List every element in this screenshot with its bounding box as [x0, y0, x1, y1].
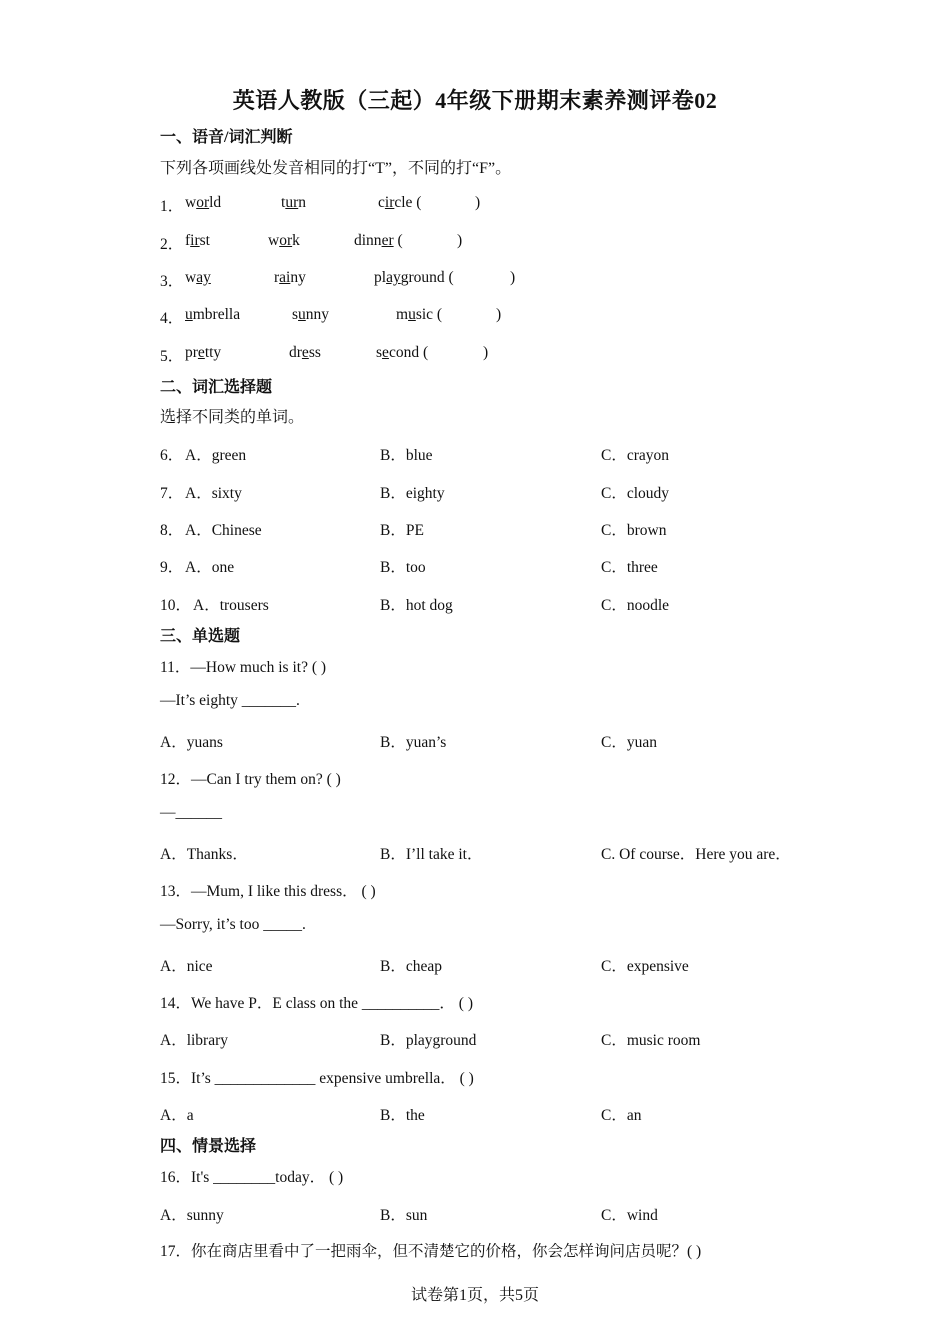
section-instruction-vocab: 选择不同类的单词。	[160, 409, 305, 426]
word-part: k	[292, 232, 300, 249]
word-part: n	[298, 194, 306, 211]
option-b: B．the	[380, 1107, 425, 1124]
word-part: r	[274, 269, 280, 286]
underlined-letters: e	[382, 344, 389, 361]
option-b: B．I’ll take it．	[380, 846, 483, 863]
option-a: A．sunny	[160, 1207, 224, 1224]
phonics-word	[281, 194, 306, 212]
word-part: dinn	[354, 232, 382, 249]
option-a: A．green	[185, 447, 247, 464]
option-b: B．sun	[380, 1207, 428, 1224]
underlined-letters: ir	[384, 194, 395, 211]
question-12-response: —______	[160, 804, 222, 821]
phonics-word	[185, 269, 211, 287]
phonics-word	[376, 344, 428, 362]
word-part: mbrella	[192, 306, 241, 323]
option-a: A．one	[185, 559, 235, 576]
option-a: A．sixty	[185, 485, 242, 502]
question-11: 11．—How much is it? ( )	[160, 659, 327, 676]
underlined-letters: ai	[279, 269, 291, 286]
word-part: w	[185, 269, 197, 286]
question-13-response: —Sorry, it’s too _____.	[160, 916, 306, 933]
option-c: C．an	[601, 1107, 642, 1124]
underlined-letters: u	[408, 306, 416, 323]
phonics-word	[289, 344, 321, 362]
option-c: C．yuan	[601, 734, 657, 751]
word-part: f	[185, 232, 191, 249]
question-number: 9．	[160, 559, 184, 576]
question-14: 14．We have P．E class on the __________． ( )	[160, 995, 474, 1012]
option-a: A．nice	[160, 958, 213, 975]
word-part: ld	[209, 194, 222, 211]
section-heading-single-choice: 三、单选题	[160, 628, 241, 645]
option-c: C．cloudy	[601, 485, 670, 502]
word-part: s	[292, 306, 299, 323]
word-part: s	[376, 344, 383, 361]
word-part: pl	[374, 269, 387, 286]
phonics-word	[185, 344, 221, 362]
word-part: (	[393, 232, 403, 249]
phonics-word	[292, 306, 329, 324]
word-part: nny	[305, 306, 330, 323]
question-number: 7．	[160, 485, 184, 502]
page-title: 英语人教版（三起）4年级下册期末素养测评卷02	[232, 88, 718, 113]
option-b: B．PE	[380, 522, 424, 539]
underlined-letters: u	[185, 306, 193, 323]
phonics-word	[268, 232, 300, 250]
phonics-word	[185, 306, 240, 324]
underlined-letters: ir	[190, 232, 200, 249]
option-a: A．Chinese	[185, 522, 262, 539]
option-b: B．eighty	[380, 485, 445, 502]
option-b: B．yuan’s	[380, 734, 447, 751]
option-b: B．too	[380, 559, 426, 576]
answer-bracket-close: )	[475, 194, 481, 211]
phonics-word	[374, 269, 454, 287]
question-13: 13．—Mum, I like this dress． ( )	[160, 883, 376, 900]
word-part: ss	[308, 344, 321, 361]
word-part: c	[378, 194, 385, 211]
word-part: pr	[185, 344, 198, 361]
answer-bracket-close: )	[483, 344, 489, 361]
phonics-number: 4．	[160, 310, 184, 327]
question-number: 6．	[160, 447, 184, 464]
phonics-number: 5．	[160, 348, 184, 365]
section-heading-situational: 四、情景选择	[160, 1138, 257, 1155]
option-c: C．brown	[601, 522, 667, 539]
section-heading-phonics: 一、语音/词汇判断	[160, 129, 293, 146]
underlined-letters: or	[279, 232, 293, 249]
phonics-number: 1．	[160, 198, 184, 215]
word-part: w	[185, 194, 197, 211]
option-c: C．music room	[601, 1032, 701, 1049]
option-a: A．yuans	[160, 734, 223, 751]
phonics-word	[354, 232, 403, 250]
word-part: t	[281, 194, 286, 211]
option-a: A．trousers	[193, 597, 269, 614]
option-b: B．playground	[380, 1032, 477, 1049]
option-c: C．wind	[601, 1207, 658, 1224]
option-c: C. Of course．Here you are．	[601, 846, 791, 863]
option-b: B．hot dog	[380, 597, 453, 614]
underlined-letters: ur	[285, 194, 299, 211]
phonics-number: 3．	[160, 273, 184, 290]
option-c: C．three	[601, 559, 658, 576]
question-16: 16．It's ________today． ( )	[160, 1169, 344, 1186]
word-part: ground (	[400, 269, 454, 286]
underlined-letters: e	[301, 344, 309, 361]
section-instruction-phonics: 下列各项画线处发音相同的打“T”，不同的打“F”。	[160, 160, 512, 177]
phonics-word	[378, 194, 421, 212]
word-part: dr	[289, 344, 302, 361]
word-part: cle (	[394, 194, 422, 211]
option-c: C．noodle	[601, 597, 670, 614]
answer-bracket-close: )	[457, 232, 463, 249]
underlined-letters: ay	[386, 269, 401, 286]
word-part: sic (	[415, 306, 443, 323]
phonics-word	[396, 306, 442, 324]
page-footer: 试卷第1页，共5页	[410, 1287, 539, 1304]
underlined-letters: ay	[196, 269, 211, 286]
question-15: 15．It’s _____________ expensive umbrella． ( )	[160, 1070, 474, 1087]
answer-bracket-close: )	[496, 306, 502, 323]
phonics-word	[274, 269, 306, 287]
word-part: m	[396, 306, 409, 323]
word-part: ny	[290, 269, 306, 286]
answer-bracket-close: )	[510, 269, 516, 286]
phonics-number: 2．	[160, 236, 184, 253]
question-11-response: —It’s eighty _______.	[160, 692, 300, 709]
underlined-letters: u	[298, 306, 306, 323]
word-part: tty	[204, 344, 222, 361]
option-b: B．cheap	[380, 958, 442, 975]
word-part: w	[268, 232, 280, 249]
phonics-word	[185, 232, 210, 250]
option-c: C．expensive	[601, 958, 689, 975]
question-12: 12．—Can I try them on? ( )	[160, 771, 341, 788]
option-a: A．library	[160, 1032, 229, 1049]
option-a: A．Thanks．	[160, 846, 248, 863]
underlined-letters: or	[196, 194, 210, 211]
word-part: cond (	[388, 344, 429, 361]
word-part: st	[199, 232, 210, 249]
question-17: 17．你在商店里看中了一把雨伞，但不清楚它的价格，你会怎样询问店员呢？( )	[160, 1243, 702, 1260]
option-c: C．crayon	[601, 447, 670, 464]
question-number: 8．	[160, 522, 184, 539]
option-b: B．blue	[380, 447, 433, 464]
option-a: A．a	[160, 1107, 194, 1124]
section-heading-vocab: 二、词汇选择题	[160, 379, 273, 396]
underlined-letters: er	[381, 232, 394, 249]
question-number: 10．	[160, 597, 192, 614]
phonics-word	[185, 194, 221, 212]
underlined-letters: e	[197, 344, 205, 361]
